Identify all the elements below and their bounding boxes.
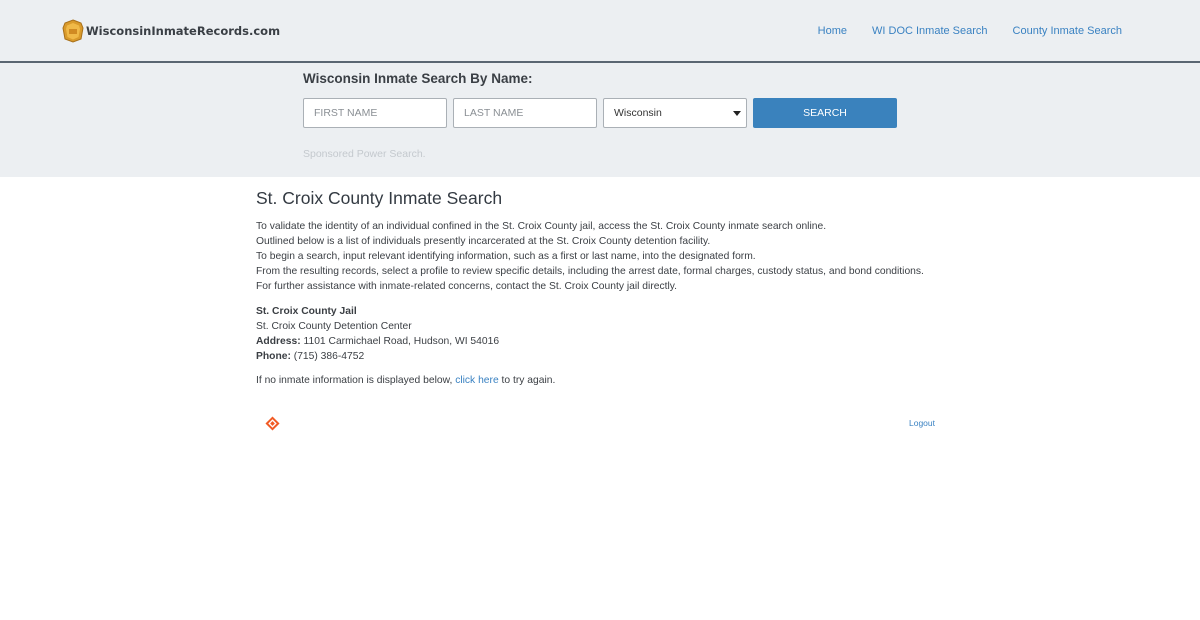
search-title: Wisconsin Inmate Search By Name: — [303, 71, 533, 86]
description-line: Outlined below is a list of individuals presently incarcerated at the St. Croix County detention facility. — [256, 236, 711, 247]
nav-home-link[interactable]: Home — [817, 25, 847, 37]
description-line: From the resulting records, select a profile to review specific details, including the arrest date, formal charges, custody status, and bond conditions. — [256, 266, 924, 277]
jail-address — [256, 334, 936, 349]
state-select-value: Wisconsin — [614, 107, 662, 119]
phone-label: Phone: — [256, 351, 291, 362]
phone-value: (715) 386-4752 — [290, 351, 365, 362]
description-line: To validate the identity of an individual confined in the St. Croix County jail, access the St. Croix County inmate search online. — [256, 221, 827, 232]
main-content — [256, 187, 936, 388]
loading-spinner-icon — [265, 416, 280, 431]
address-label: Address: — [256, 336, 301, 347]
logout-link[interactable]: Logout — [909, 418, 935, 428]
description-line: To begin a search, input relevant identifying information, such as a first or last name, into the designated form. — [256, 251, 756, 262]
caret-down-icon — [733, 111, 741, 116]
jail-name: St. Croix County Jail — [256, 306, 357, 317]
address-value: 1101 Carmichael Road, Hudson, WI 54016 — [300, 336, 500, 347]
last-name-input[interactable] — [453, 98, 597, 128]
retry-prefix: If no inmate information is displayed below, — [256, 375, 456, 386]
nav-wi-doc-inmate-search-link[interactable]: WI DOC Inmate Search — [872, 25, 988, 37]
description — [256, 219, 936, 294]
search-section — [0, 63, 1200, 177]
retry-message — [256, 373, 936, 388]
jail-info — [256, 304, 936, 364]
site-logo[interactable] — [62, 19, 280, 43]
search-button[interactable]: SEARCH — [753, 98, 897, 128]
jail-facility: St. Croix County Detention Center — [256, 321, 412, 332]
click-here-link[interactable]: click here — [455, 375, 499, 386]
badge-icon — [62, 19, 84, 43]
jail-phone — [256, 349, 936, 364]
retry-suffix: to try again. — [498, 375, 556, 386]
nav-county-inmate-search-link[interactable]: County Inmate Search — [1012, 25, 1122, 37]
state-select[interactable] — [603, 98, 747, 128]
first-name-input[interactable] — [303, 98, 447, 128]
main-nav — [818, 25, 1122, 37]
logo-text: WisconsinInmateRecords.com — [86, 24, 281, 38]
page-title: St. Croix County Inmate Search — [256, 188, 503, 208]
site-header — [0, 0, 1200, 63]
sponsored-text: Sponsored Power Search. — [303, 148, 426, 160]
description-line: For further assistance with inmate-related concerns, contact the St. Croix County jail directly. — [256, 281, 678, 292]
